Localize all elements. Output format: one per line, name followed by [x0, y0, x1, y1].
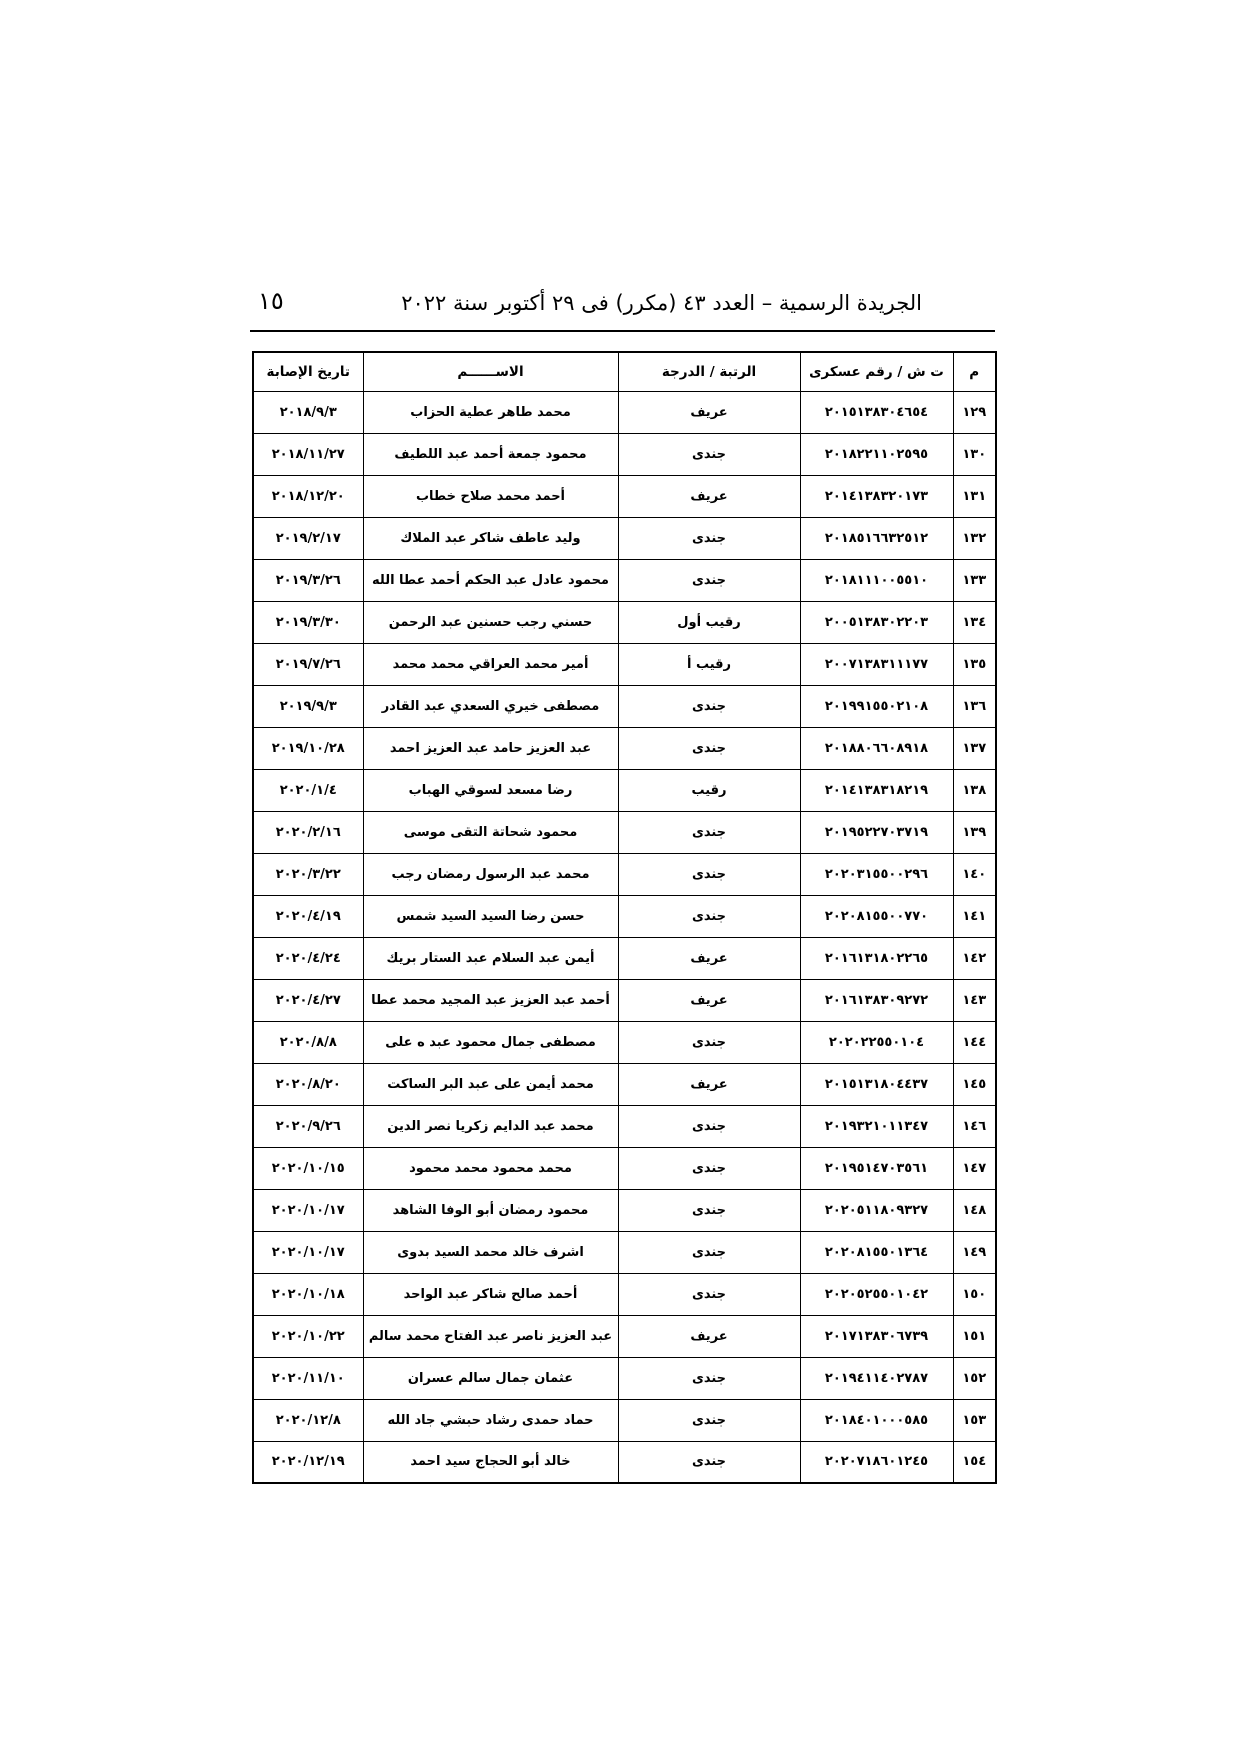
cell-index: ١٥١ — [953, 1315, 996, 1357]
cell-injury-date: ٢٠٢٠/٢/١٦ — [253, 811, 363, 853]
cell-index: ١٤٣ — [953, 979, 996, 1021]
cell-index: ١٤١ — [953, 895, 996, 937]
cell-rank: جندى — [618, 685, 800, 727]
cell-injury-date: ٢٠٢٠/١٠/١٨ — [253, 1273, 363, 1315]
column-header-injury-date: تاريخ الإصابة — [253, 352, 363, 391]
cell-name: أحمد صالح شاكر عبد الواحد — [363, 1273, 618, 1315]
cell-name: محمد أيمن على عبد البر الساكت — [363, 1063, 618, 1105]
page-title: الجريدة الرسمية – العدد ٤٣ (مكرر) فى ٢٩ أكتوبر سنة ٢٠٢٢ — [401, 291, 922, 315]
cell-name: وليد عاطف شاكر عبد الملاك — [363, 517, 618, 559]
table-row — [253, 937, 996, 979]
cell-rank: جندى — [618, 1021, 800, 1063]
cell-rank: رقيب أ — [618, 643, 800, 685]
cell-military-number: ٢٠١٩٥٢٢٧٠٣٧١٩ — [800, 811, 953, 853]
table-row — [253, 517, 996, 559]
table-row — [253, 475, 996, 517]
column-header-name: الاســــــم — [363, 352, 618, 391]
cell-index: ١٤٨ — [953, 1189, 996, 1231]
cell-injury-date: ٢٠٢٠/٣/٢٢ — [253, 853, 363, 895]
cell-rank: جندى — [618, 1441, 800, 1483]
cell-military-number: ٢٠١٧١٣٨٣٠٦٧٣٩ — [800, 1315, 953, 1357]
cell-rank: جندى — [618, 1231, 800, 1273]
cell-index: ١٥٠ — [953, 1273, 996, 1315]
table-row — [253, 1441, 996, 1483]
cell-military-number: ٢٠٢٠٣١٥٥٠٠٢٩٦ — [800, 853, 953, 895]
cell-military-number: ٢٠١٨٢٢١١٠٢٥٩٥ — [800, 433, 953, 475]
cell-index: ١٣٧ — [953, 727, 996, 769]
cell-index: ١٣٢ — [953, 517, 996, 559]
column-header-index: م — [953, 352, 996, 391]
table-row — [253, 1189, 996, 1231]
cell-injury-date: ٢٠١٩/٧/٢٦ — [253, 643, 363, 685]
cell-name: رضا مسعد لسوقي الهباب — [363, 769, 618, 811]
cell-injury-date: ٢٠١٩/٣/٢٦ — [253, 559, 363, 601]
cell-rank: عريف — [618, 1315, 800, 1357]
cell-military-number: ٢٠١٩٤١١٤٠٢٧٨٧ — [800, 1357, 953, 1399]
cell-name: عبد العزيز ناصر عبد الفتاح محمد سالم — [363, 1315, 618, 1357]
cell-military-number: ٢٠١٨٤٠١٠٠٠٥٨٥ — [800, 1399, 953, 1441]
cell-military-number: ٢٠١٥١٣١٨٠٤٤٣٧ — [800, 1063, 953, 1105]
table-row — [253, 1147, 996, 1189]
cell-military-number: ٢٠١٦١٣٨٣٠٩٢٧٢ — [800, 979, 953, 1021]
cell-name: أحمد محمد صلاح خطاب — [363, 475, 618, 517]
cell-index: ١٥٤ — [953, 1441, 996, 1483]
cell-rank: جندى — [618, 1147, 800, 1189]
cell-injury-date: ٢٠١٨/١٢/٢٠ — [253, 475, 363, 517]
cell-index: ١٣٩ — [953, 811, 996, 853]
table-row — [253, 685, 996, 727]
cell-name: مصطفى خيري السعدي عبد القادر — [363, 685, 618, 727]
roster-table — [252, 351, 997, 1484]
cell-rank: جندى — [618, 559, 800, 601]
cell-injury-date: ٢٠١٩/١٠/٢٨ — [253, 727, 363, 769]
cell-name: حسن رضا السيد السيد شمس — [363, 895, 618, 937]
cell-military-number: ٢٠١٩٥١٤٧٠٣٥٦١ — [800, 1147, 953, 1189]
cell-rank: عريف — [618, 937, 800, 979]
cell-name: محمود شحاتة التقى موسى — [363, 811, 618, 853]
cell-injury-date: ٢٠١٨/١١/٢٧ — [253, 433, 363, 475]
cell-name: حسني رجب حسنين عبد الرحمن — [363, 601, 618, 643]
cell-military-number: ٢٠٢٠٧١٨٦٠١٢٤٥ — [800, 1441, 953, 1483]
cell-injury-date: ٢٠٢٠/٨/٢٠ — [253, 1063, 363, 1105]
cell-name: أيمن عبد السلام عبد الستار بريك — [363, 937, 618, 979]
cell-military-number: ٢٠١٦١٣١٨٠٢٢٦٥ — [800, 937, 953, 979]
cell-rank: جندى — [618, 517, 800, 559]
cell-injury-date: ٢٠٢٠/٨/٨ — [253, 1021, 363, 1063]
column-header-military-number: ت ش / رقم عسكرى — [800, 352, 953, 391]
cell-injury-date: ٢٠٢٠/١٠/١٥ — [253, 1147, 363, 1189]
cell-index: ١٣٨ — [953, 769, 996, 811]
cell-index: ١٣٣ — [953, 559, 996, 601]
table-row — [253, 1105, 996, 1147]
cell-name: محمد محمود محمد محمود — [363, 1147, 618, 1189]
cell-injury-date: ٢٠٢٠/١١/١٠ — [253, 1357, 363, 1399]
cell-military-number: ٢٠٢٠٢٢٥٥٠١٠٤ — [800, 1021, 953, 1063]
cell-military-number: ٢٠٠٥١٣٨٣٠٢٢٠٣ — [800, 601, 953, 643]
cell-rank: جندى — [618, 1357, 800, 1399]
table-row — [253, 559, 996, 601]
cell-injury-date: ٢٠٢٠/١/٤ — [253, 769, 363, 811]
cell-name: مصطفى جمال محمود عبد ه على — [363, 1021, 618, 1063]
cell-name: محمود رمضان أبو الوفا الشاهد — [363, 1189, 618, 1231]
table-row — [253, 391, 996, 433]
cell-injury-date: ٢٠٢٠/٩/٢٦ — [253, 1105, 363, 1147]
cell-index: ١٣١ — [953, 475, 996, 517]
header-rule — [250, 330, 995, 332]
cell-military-number: ٢٠١٩٣٢١٠١١٣٤٧ — [800, 1105, 953, 1147]
cell-name: أمير محمد العراقي محمد محمد — [363, 643, 618, 685]
cell-injury-date: ٢٠١٩/٩/٣ — [253, 685, 363, 727]
cell-index: ١٤٠ — [953, 853, 996, 895]
cell-index: ١٣٤ — [953, 601, 996, 643]
cell-index: ١٤٥ — [953, 1063, 996, 1105]
cell-name: اشرف خالد محمد السيد بدوى — [363, 1231, 618, 1273]
cell-injury-date: ٢٠١٩/٢/١٧ — [253, 517, 363, 559]
cell-index: ١٤٤ — [953, 1021, 996, 1063]
cell-name: عثمان جمال سالم عسران — [363, 1357, 618, 1399]
cell-index: ١٣٦ — [953, 685, 996, 727]
cell-rank: عريف — [618, 1063, 800, 1105]
table-header-row — [253, 352, 996, 391]
table-row — [253, 1021, 996, 1063]
table-row — [253, 811, 996, 853]
cell-rank: جندى — [618, 853, 800, 895]
cell-name: حماد حمدى رشاد حبشي جاد الله — [363, 1399, 618, 1441]
cell-index: ١٤٩ — [953, 1231, 996, 1273]
cell-injury-date: ٢٠٢٠/٤/٢٧ — [253, 979, 363, 1021]
cell-rank: جندى — [618, 433, 800, 475]
cell-injury-date: ٢٠٢٠/١٠/٢٢ — [253, 1315, 363, 1357]
table-row — [253, 1231, 996, 1273]
cell-military-number: ٢٠١٤١٣٨٣١٨٢١٩ — [800, 769, 953, 811]
cell-name: أحمد عبد العزيز عبد المجيد محمد عطا — [363, 979, 618, 1021]
cell-rank: رقيب أول — [618, 601, 800, 643]
cell-rank: جندى — [618, 895, 800, 937]
cell-rank: جندى — [618, 1273, 800, 1315]
cell-rank: جندى — [618, 1399, 800, 1441]
cell-military-number: ٢٠٠٧١٣٨٣١١١٧٧ — [800, 643, 953, 685]
cell-name: محمد طاهر عطية الحزاب — [363, 391, 618, 433]
table-row — [253, 1273, 996, 1315]
cell-injury-date: ٢٠٢٠/٤/٢٤ — [253, 937, 363, 979]
cell-injury-date: ٢٠١٨/٩/٣ — [253, 391, 363, 433]
cell-injury-date: ٢٠٢٠/١٢/١٩ — [253, 1441, 363, 1483]
cell-index: ١٣٠ — [953, 433, 996, 475]
table-row — [253, 433, 996, 475]
cell-index: ١٥٢ — [953, 1357, 996, 1399]
cell-military-number: ٢٠١٥١٣٨٣٠٤٦٥٤ — [800, 391, 953, 433]
table-row — [253, 1063, 996, 1105]
cell-name: عبد العزيز حامد عبد العزيز احمد — [363, 727, 618, 769]
cell-index: ١٢٩ — [953, 391, 996, 433]
table-row — [253, 1357, 996, 1399]
table-row — [253, 895, 996, 937]
cell-military-number: ٢٠١٨٥١٦٦٣٢٥١٢ — [800, 517, 953, 559]
table-row — [253, 1315, 996, 1357]
cell-military-number: ٢٠٢٠٥٢٥٥٠١٠٤٢ — [800, 1273, 953, 1315]
cell-injury-date: ٢٠٢٠/١٠/١٧ — [253, 1189, 363, 1231]
cell-rank: جندى — [618, 1189, 800, 1231]
cell-rank: رقيب — [618, 769, 800, 811]
cell-rank: جندى — [618, 811, 800, 853]
cell-rank: عريف — [618, 391, 800, 433]
cell-name: خالد أبو الحجاج سيد احمد — [363, 1441, 618, 1483]
cell-injury-date: ٢٠٢٠/١٢/٨ — [253, 1399, 363, 1441]
cell-injury-date: ٢٠١٩/٣/٣٠ — [253, 601, 363, 643]
cell-name: محمود جمعة أحمد عبد اللطيف — [363, 433, 618, 475]
column-header-rank: الرتبة / الدرجة — [618, 352, 800, 391]
cell-military-number: ٢٠١٤١٣٨٣٢٠١٧٣ — [800, 475, 953, 517]
table-row — [253, 727, 996, 769]
table-row — [253, 769, 996, 811]
cell-index: ١٥٣ — [953, 1399, 996, 1441]
cell-index: ١٤٧ — [953, 1147, 996, 1189]
table-row — [253, 1399, 996, 1441]
cell-index: ١٤٢ — [953, 937, 996, 979]
cell-rank: جندى — [618, 1105, 800, 1147]
table-row — [253, 601, 996, 643]
table-row — [253, 853, 996, 895]
table-row — [253, 643, 996, 685]
cell-military-number: ٢٠١٨٨٠٦٦٠٨٩١٨ — [800, 727, 953, 769]
cell-military-number: ٢٠٢٠٨١٥٥٠٠٧٧٠ — [800, 895, 953, 937]
cell-index: ١٣٥ — [953, 643, 996, 685]
cell-military-number: ٢٠١٩٩١٥٥٠٢١٠٨ — [800, 685, 953, 727]
cell-name: محمود عادل عبد الحكم أحمد عطا الله — [363, 559, 618, 601]
cell-military-number: ٢٠١٨١١١٠٠٥٥١٠ — [800, 559, 953, 601]
cell-rank: جندى — [618, 727, 800, 769]
cell-military-number: ٢٠٢٠٥١١٨٠٩٣٢٧ — [800, 1189, 953, 1231]
cell-index: ١٤٦ — [953, 1105, 996, 1147]
cell-injury-date: ٢٠٢٠/١٠/١٧ — [253, 1231, 363, 1273]
cell-rank: عريف — [618, 475, 800, 517]
cell-injury-date: ٢٠٢٠/٤/١٩ — [253, 895, 363, 937]
cell-rank: عريف — [618, 979, 800, 1021]
table-row — [253, 979, 996, 1021]
cell-military-number: ٢٠٢٠٨١٥٥٠١٣٦٤ — [800, 1231, 953, 1273]
page-number: ١٥ — [258, 287, 284, 315]
cell-name: محمد عبد الرسول رمضان رجب — [363, 853, 618, 895]
cell-name: محمد عبد الدايم زكريا نصر الدين — [363, 1105, 618, 1147]
